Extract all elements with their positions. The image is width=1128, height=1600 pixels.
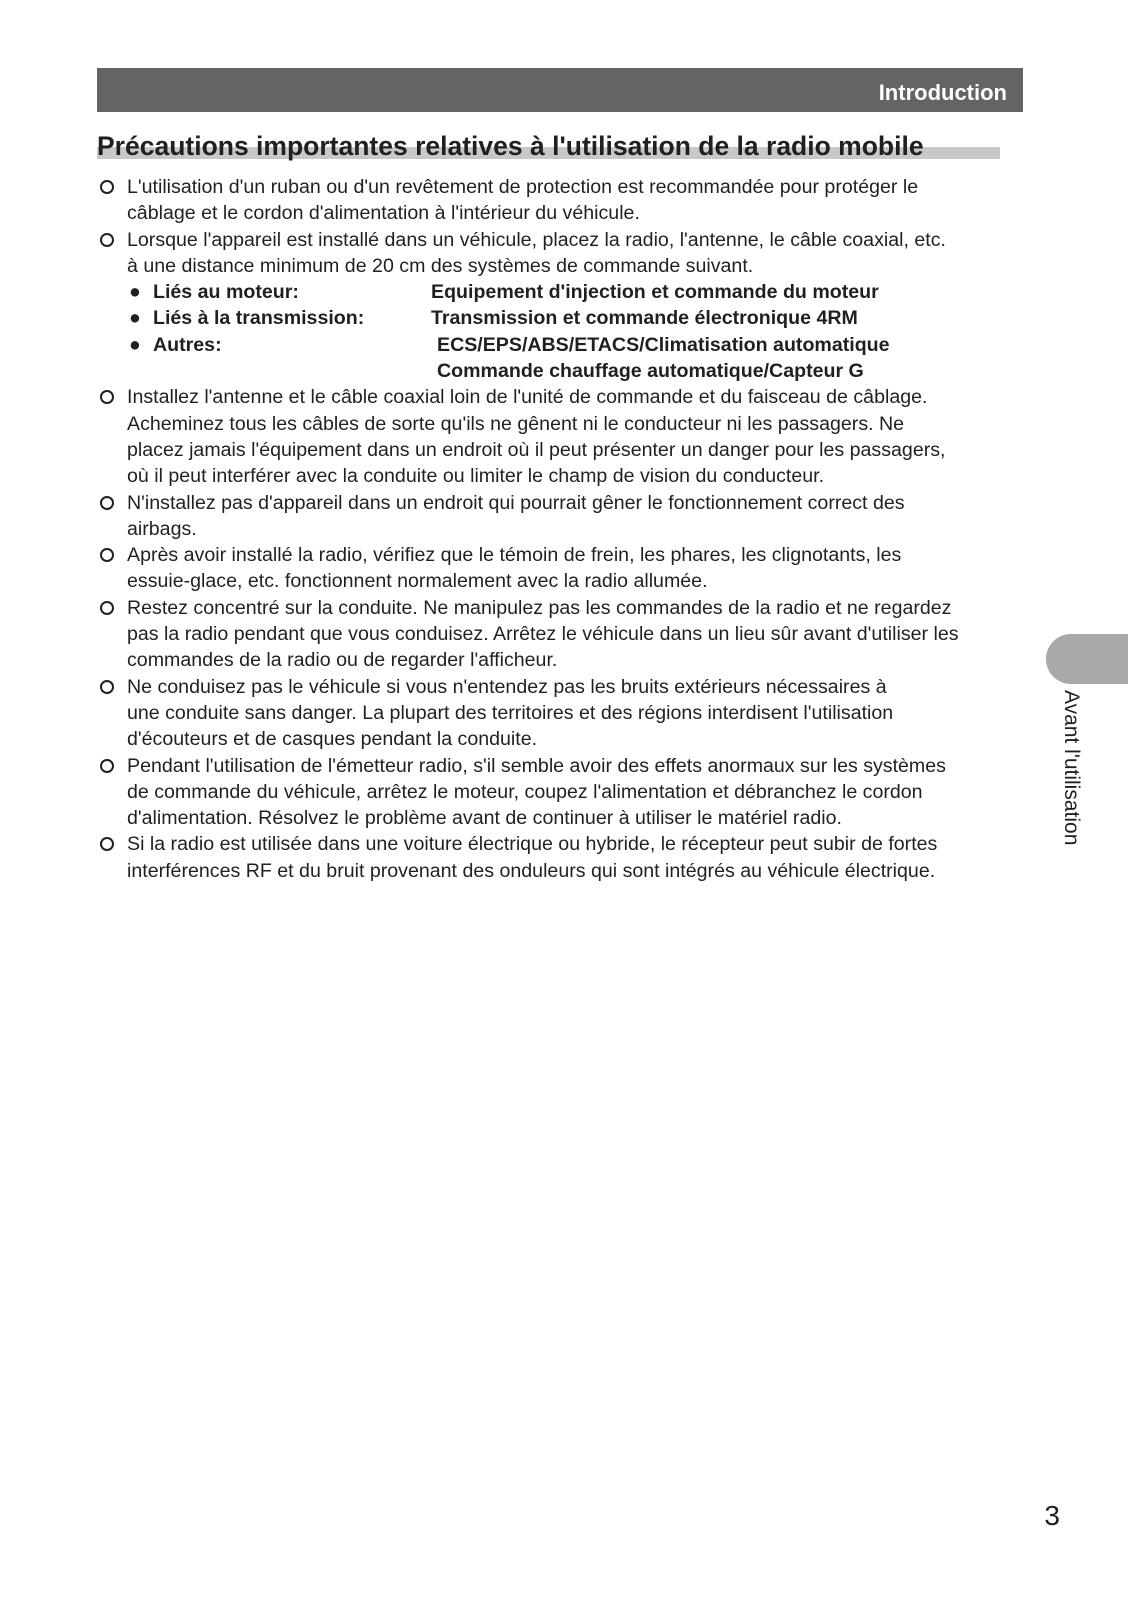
systems-row bbox=[129, 305, 1032, 331]
circle-bullet-icon bbox=[100, 837, 114, 851]
systems-value: Commande chauffage automatique/Capteur G bbox=[437, 360, 864, 383]
list-item-text: Installez l'antenne et le câble coaxial loin de l'unité de commande et du faisceau de câblage. Acheminez tous les câbles de sorte qu'ils ne gênent ni le conducteur ni les passagers. Ne placez jamais l'équipement dans un endroit où il peut présenter un danger pour les passagers, où il peut interférer avec la conduite ou limiter le champ de vision du conducteur. bbox=[127, 386, 946, 488]
systems-row bbox=[129, 279, 1032, 305]
systems-label: Liés à la transmission: bbox=[153, 307, 365, 330]
circle-bullet-icon bbox=[100, 233, 114, 247]
circle-bullet-icon bbox=[100, 601, 114, 615]
systems-row bbox=[129, 358, 1032, 384]
list-item bbox=[97, 174, 1032, 227]
list-item-text: L'utilisation d'un ruban ou d'un revêtement de protection est recommandée pour protéger le câblage et le cordon d'alimentation à l'intérieur du véhicule. bbox=[127, 176, 919, 225]
side-tab bbox=[1046, 634, 1128, 684]
list-item bbox=[97, 831, 1032, 884]
systems-label: Autres: bbox=[153, 333, 222, 356]
list-item bbox=[97, 384, 1032, 489]
section-header bbox=[97, 68, 1023, 112]
precautions-list bbox=[97, 174, 1032, 884]
systems-value: ECS/EPS/ABS/ETACS/Climatisation automatique bbox=[437, 333, 890, 356]
systems-table bbox=[129, 279, 1032, 384]
list-item-text: Si la radio est utilisée dans une voiture électrique ou hybride, le récepteur peut subir de fortes interférences RF et du bruit provenant des onduleurs qui sont intégrés au véhicule électrique. bbox=[127, 833, 938, 882]
list-item bbox=[97, 227, 1032, 280]
list-item-text: N'installez pas d'appareil dans un endroit qui pourrait gêner le fonctionnement correct des airbags. bbox=[127, 491, 905, 540]
dot-bullet-icon: ● bbox=[129, 333, 141, 356]
page-title: Précautions importantes relatives à l'utilisation de la radio mobile bbox=[97, 131, 924, 161]
page-number: 3 bbox=[1044, 1500, 1060, 1531]
circle-bullet-icon bbox=[100, 548, 114, 562]
list-item-text: Ne conduisez pas le véhicule si vous n'entendez pas les bruits extérieurs nécessaires à une conduite sans danger. La plupart des territoires et des régions interdisent l'utilisation d'écouteurs et de casques pendant la conduite. bbox=[127, 675, 894, 751]
circle-bullet-icon bbox=[100, 759, 114, 773]
list-item-text: Lorsque l'appareil est installé dans un véhicule, placez la radio, l'antenne, le câble coaxial, etc. à une distance minimum de 20 cm des systèmes de commande suivant. bbox=[127, 228, 946, 277]
list-item bbox=[97, 595, 1032, 674]
section-header-label: Introduction bbox=[878, 80, 1007, 105]
list-item bbox=[97, 490, 1032, 543]
dot-bullet-icon: ● bbox=[129, 307, 141, 330]
systems-label: Liés au moteur: bbox=[153, 281, 299, 304]
list-item-text: Restez concentré sur la conduite. Ne manipulez pas les commandes de la radio et ne regardez pas la radio pendant que vous conduisez. Arrêtez le véhicule dans un lieu sûr avant d'utiliser les commandes de la radio ou de regarder l'afficheur. bbox=[127, 596, 959, 672]
circle-bullet-icon bbox=[100, 680, 114, 694]
list-item-text: Pendant l'utilisation de l'émetteur radio, s'il semble avoir des effets anormaux sur les systèmes de commande du véhicule, arrêtez le moteur, coupez l'alimentation et débranchez le cordon d'alimentation. Résolvez le problème avant de continuer à utiliser le matériel radio. bbox=[127, 754, 946, 830]
circle-bullet-icon bbox=[100, 180, 114, 194]
side-tab-label: Avant l'utilisation bbox=[1060, 690, 1083, 846]
systems-value: Equipement d'injection et commande du moteur bbox=[431, 281, 879, 304]
circle-bullet-icon bbox=[100, 496, 114, 510]
systems-row bbox=[129, 332, 1032, 358]
dot-bullet-icon: ● bbox=[129, 281, 141, 304]
systems-value: Transmission et commande électronique 4RM bbox=[431, 307, 858, 330]
list-item bbox=[97, 674, 1032, 753]
list-item bbox=[97, 753, 1032, 832]
title-block bbox=[97, 130, 1023, 162]
list-item bbox=[97, 542, 1032, 595]
list-item-text: Après avoir installé la radio, vérifiez que le témoin de frein, les phares, les clignotants, les essuie-glace, etc. fonctionnent normalement avec la radio allumée. bbox=[127, 544, 902, 593]
circle-bullet-icon bbox=[100, 390, 114, 404]
